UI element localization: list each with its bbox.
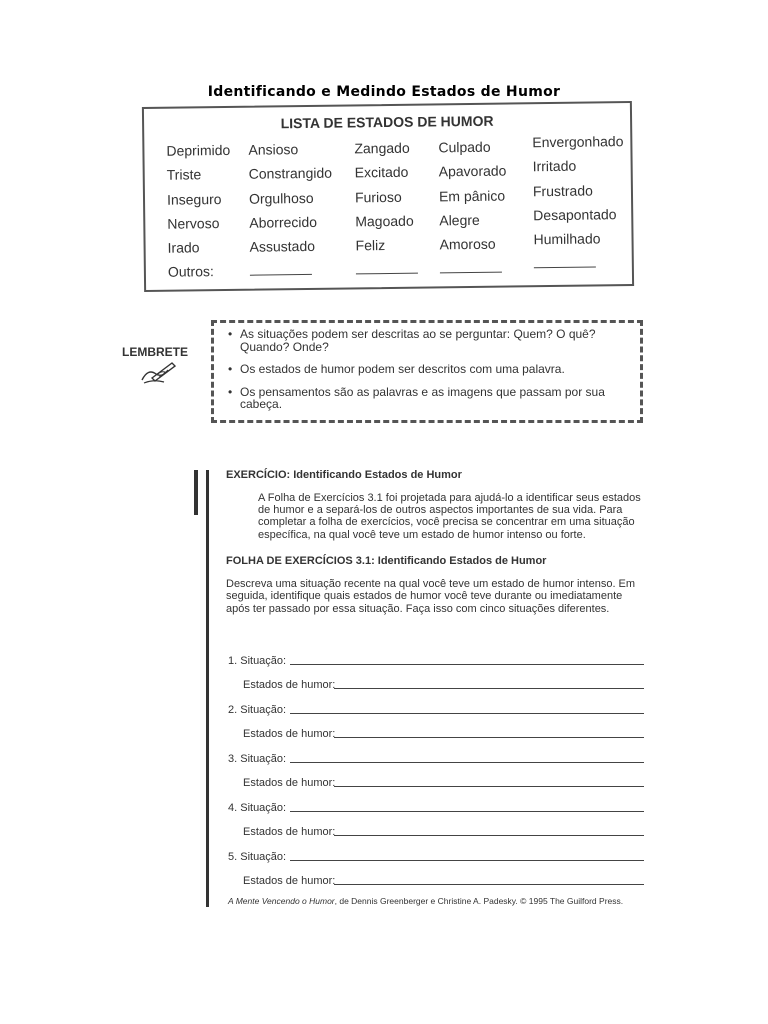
mood-word: Orgulhoso — [248, 189, 314, 207]
mood-states-5-line[interactable] — [334, 884, 644, 885]
mood-word: Frustrado — [532, 182, 593, 199]
situation-label: 2. Situação: — [228, 704, 287, 716]
mood-word: Apavorado — [438, 162, 507, 180]
reminder-item: • As situações podem ser descritas ao se perguntar: Quem? O quê? Quando? Onde? — [226, 328, 626, 353]
worksheet-heading: FOLHA DE EXERCÍCIOS 3.1: Identificando Estados de Humor — [226, 555, 547, 567]
mood-word: Humilhado — [533, 230, 601, 248]
others-blank-line[interactable] — [534, 255, 596, 269]
mood-column — [248, 141, 333, 288]
others-label: Outros: — [167, 263, 214, 281]
mood-word: Inseguro — [166, 190, 222, 208]
situation-3-line[interactable] — [290, 762, 644, 763]
situation-2-line[interactable] — [290, 713, 644, 714]
page-title: Identificando e Medindo Estados de Humor — [207, 84, 561, 100]
mood-column — [166, 142, 232, 289]
mood-word: Desapontado — [533, 206, 617, 224]
situation-1-line[interactable] — [290, 664, 644, 665]
mood-word: Nervoso — [167, 214, 220, 232]
reminder-list — [226, 328, 626, 421]
mood-states-1-line[interactable] — [334, 688, 644, 689]
situation-label: 4. Situação: — [228, 802, 287, 814]
mood-column — [354, 140, 418, 287]
situation-label: 3. Situação: — [228, 753, 287, 765]
citation-book-title: A Mente Vencendo o Humor — [228, 896, 335, 906]
mood-states-3-line[interactable] — [334, 786, 644, 787]
mood-word: Assustado — [249, 238, 316, 255]
mood-word: Excitado — [354, 164, 409, 181]
reminder-item: • Os estados de humor podem ser descritos com uma palavra. — [226, 363, 626, 376]
mood-column — [438, 139, 507, 286]
mood-word: Magoado — [355, 212, 414, 230]
margin-bar — [194, 470, 198, 515]
situation-label: 5. Situação: — [228, 851, 287, 863]
mood-word: Irado — [167, 239, 200, 256]
mood-word: Constrangido — [248, 164, 333, 182]
reminder-label: LEMBRETE — [122, 345, 188, 359]
mood-word: Ansioso — [248, 141, 299, 158]
writing-hand-icon — [138, 360, 178, 391]
mood-word: Feliz — [355, 237, 386, 254]
reminder-box — [211, 320, 643, 423]
mood-states-4-line[interactable] — [334, 835, 644, 836]
others-blank-line[interactable] — [356, 261, 418, 275]
mood-states-label: Estados de humor: — [243, 826, 336, 838]
mood-word: Aborrecido — [249, 213, 318, 231]
mood-word: Irritado — [532, 157, 577, 175]
mood-word: Zangado — [354, 139, 410, 157]
others-blank-line[interactable] — [440, 260, 502, 274]
mood-list-heading: LISTA DE ESTADOS DE HUMOR — [280, 112, 494, 132]
mood-word: Alegre — [439, 211, 480, 229]
exercise-heading: EXERCÍCIO: Identificando Estados de Humor — [226, 469, 462, 481]
mood-states-label: Estados de humor: — [243, 777, 336, 789]
exercise-body: A Folha de Exercícios 3.1 foi projetada para ajudá-lo a identificar seus estados de humor e a separá-los de outros aspectos importantes de sua vida. Para completar a folha de exercícios, você precisa se concentrar em uma situação específica, na qual você teve um estado de humor intenso ou forte. — [258, 492, 641, 541]
mood-word: Envergonhado — [532, 133, 624, 151]
situation-5-line[interactable] — [290, 860, 644, 861]
mood-list-box — [142, 101, 634, 292]
others-blank-line[interactable] — [250, 262, 312, 276]
reminder-item: • Os pensamentos são as palavras e as imagens que passam por sua cabeça. — [226, 386, 626, 411]
mood-states-label: Estados de humor: — [243, 875, 336, 887]
mood-word: Em pânico — [438, 187, 506, 204]
situation-4-line[interactable] — [290, 811, 644, 812]
mood-states-label: Estados de humor: — [243, 728, 336, 740]
mood-word: Amoroso — [439, 235, 496, 253]
mood-word: Furioso — [354, 188, 402, 205]
mood-states-2-line[interactable] — [334, 737, 644, 738]
mood-states-label: Estados de humor: — [243, 679, 336, 691]
mood-column — [532, 133, 625, 280]
situation-label: 1. Situação: — [228, 655, 287, 667]
mood-word: Culpado — [438, 138, 491, 156]
margin-bar — [206, 470, 209, 907]
citation-rest: , de Dennis Greenberger e Christine A. Padesky. © 1995 The Guilford Press. — [334, 896, 624, 906]
mood-word: Deprimido — [166, 141, 231, 159]
mood-word: Triste — [166, 166, 202, 183]
citation — [228, 896, 623, 906]
worksheet-instructions: Descreva uma situação recente na qual você teve um estado de humor intenso. Em seguida, identifique quais estados de humor você teve durante ou imediatamente após ter passado por essa situação. Faça isso com cinco situações diferentes. — [226, 578, 636, 615]
